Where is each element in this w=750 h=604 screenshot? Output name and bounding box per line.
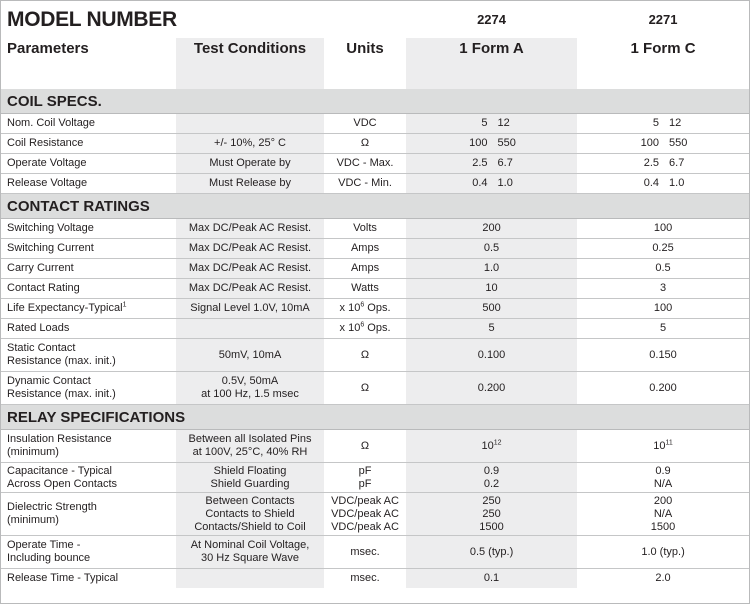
value-a: 100 550 bbox=[406, 134, 577, 154]
value-a: 10 bbox=[406, 279, 577, 299]
unit: Amps bbox=[324, 259, 406, 279]
unit: Amps bbox=[324, 239, 406, 259]
condition: 50mV, 10mA bbox=[176, 339, 324, 372]
value-c: 3 bbox=[577, 279, 749, 299]
condition: Max DC/Peak AC Resist. bbox=[176, 279, 324, 299]
table-row bbox=[1, 279, 749, 299]
param-label: Capacitance - Typical Across Open Contacts bbox=[1, 463, 176, 493]
param-label: Operate Time - Including bounce bbox=[1, 536, 176, 569]
value-c: $10^{11}$ bbox=[577, 430, 749, 463]
value-c: 0.9 N/A bbox=[577, 463, 749, 493]
header-conditions: Test Conditions bbox=[176, 38, 324, 89]
value-c: 5 bbox=[577, 319, 749, 339]
param-label: Nom. Coil Voltage bbox=[1, 114, 176, 134]
section-contact-ratings: CONTACT RATINGS bbox=[1, 194, 749, 219]
table-row bbox=[1, 536, 749, 569]
model-row bbox=[1, 1, 749, 38]
spec-table bbox=[1, 1, 749, 588]
condition: +/- 10%, 25° C bbox=[176, 134, 324, 154]
condition bbox=[176, 319, 324, 339]
table-row bbox=[1, 493, 749, 536]
unit: msec. bbox=[350, 572, 380, 584]
value-a: 0.100 bbox=[406, 339, 577, 372]
condition: Must Release by bbox=[176, 174, 324, 194]
value-c: 0.4 1.0 bbox=[577, 174, 749, 194]
table-row bbox=[1, 430, 749, 463]
table-row bbox=[1, 154, 749, 174]
value-a: 0.5 (typ.) bbox=[406, 536, 577, 569]
value-c: 0.200 bbox=[577, 372, 749, 405]
param-label: Operate Voltage bbox=[1, 154, 176, 174]
unit: Ω bbox=[324, 134, 406, 154]
value-c: 0.5 bbox=[577, 259, 749, 279]
model-a: 2274 bbox=[477, 12, 506, 27]
header-parameters: Parameters bbox=[7, 40, 89, 57]
condition bbox=[176, 114, 324, 134]
unit: Volts bbox=[324, 219, 406, 239]
value-a: 0.5 bbox=[406, 239, 577, 259]
param-label: Switching Current bbox=[1, 239, 176, 259]
condition: Max DC/Peak AC Resist. bbox=[176, 259, 324, 279]
param-label: Carry Current bbox=[1, 259, 176, 279]
param-label: Coil Resistance bbox=[1, 134, 176, 154]
value-c: 2.0 bbox=[655, 572, 671, 584]
condition: At Nominal Coil Voltage, 30 Hz Square Wave bbox=[176, 536, 324, 569]
value-c: 100 550 bbox=[577, 134, 749, 154]
value-a: 0.200 bbox=[406, 372, 577, 405]
param-label: Contact Rating bbox=[1, 279, 176, 299]
unit: Ω bbox=[324, 430, 406, 463]
unit: msec. bbox=[324, 536, 406, 569]
table-row bbox=[1, 319, 749, 339]
value-c: 0.25 bbox=[577, 239, 749, 259]
value-c: 5 12 bbox=[577, 114, 749, 134]
param-label: Release Voltage bbox=[1, 174, 176, 194]
value-a: 2.5 6.7 bbox=[406, 154, 577, 174]
param-label: Insulation Resistance (minimum) bbox=[1, 430, 176, 463]
condition bbox=[176, 569, 324, 589]
value-a: 5 12 bbox=[406, 114, 577, 134]
value-c: 2.5 6.7 bbox=[577, 154, 749, 174]
condition: Max DC/Peak AC Resist. bbox=[176, 219, 324, 239]
unit: Ω bbox=[324, 339, 406, 372]
header-form-c: 1 Form C bbox=[630, 40, 696, 57]
table-row bbox=[1, 372, 749, 405]
param-label: Rated Loads bbox=[1, 319, 176, 339]
value-a: 5 bbox=[406, 319, 577, 339]
unit: pF pF bbox=[324, 463, 406, 493]
table-row bbox=[1, 239, 749, 259]
param-label: Life Expectancy-Typical$^1$ bbox=[1, 299, 176, 319]
table-row bbox=[1, 134, 749, 154]
value-c: 1.0 (typ.) bbox=[577, 536, 749, 569]
table-row bbox=[1, 259, 749, 279]
condition: Shield Floating Shield Guarding bbox=[176, 463, 324, 493]
condition: Signal Level 1.0V, 10mA bbox=[176, 299, 324, 319]
param-label: Switching Voltage bbox=[1, 219, 176, 239]
unit: x $10^6$ Ops. bbox=[324, 299, 406, 319]
value-a: $10^{12}$ bbox=[406, 430, 577, 463]
condition: Must Operate by bbox=[176, 154, 324, 174]
param-label: Dynamic Contact Resistance (max. init.) bbox=[1, 372, 176, 405]
condition: Between Contacts Contacts to Shield Contacts/Shield to Coil bbox=[176, 493, 324, 536]
param-label: Dielectric Strength (minimum) bbox=[1, 493, 176, 536]
param-label: Static Contact Resistance (max. init.) bbox=[1, 339, 176, 372]
header-row bbox=[1, 38, 749, 89]
condition: 0.5V, 50mA at 100 Hz, 1.5 msec bbox=[176, 372, 324, 405]
model-title: MODEL NUMBER bbox=[7, 8, 177, 31]
unit: VDC bbox=[324, 114, 406, 134]
value-a: 0.9 0.2 bbox=[406, 463, 577, 493]
table-row bbox=[1, 219, 749, 239]
param-label: Release Time - Typical bbox=[7, 572, 119, 584]
value-a: 200 bbox=[406, 219, 577, 239]
value-c: 0.150 bbox=[577, 339, 749, 372]
value-a: 0.4 1.0 bbox=[406, 174, 577, 194]
header-units: Units bbox=[346, 40, 384, 57]
condition: Between all Isolated Pins at 100V, 25°C, 40% RH bbox=[176, 430, 324, 463]
table-row bbox=[1, 114, 749, 134]
unit: Ω bbox=[324, 372, 406, 405]
value-c: 100 bbox=[577, 219, 749, 239]
unit: Watts bbox=[324, 279, 406, 299]
value-c: 200 N/A 1500 bbox=[577, 493, 749, 536]
table-row bbox=[1, 299, 749, 319]
table-row bbox=[1, 339, 749, 372]
unit: VDC/peak AC VDC/peak AC VDC/peak AC bbox=[324, 493, 406, 536]
section-relay-specifications: RELAY SPECIFICATIONS bbox=[1, 405, 749, 430]
value-a: 1.0 bbox=[406, 259, 577, 279]
unit: x $10^6$ Ops. bbox=[324, 319, 406, 339]
value-a: 0.1 bbox=[406, 569, 577, 589]
table-row bbox=[1, 174, 749, 194]
value-c: 100 bbox=[577, 299, 749, 319]
value-a: 250 250 1500 bbox=[406, 493, 577, 536]
section-coil-specs: COIL SPECS. bbox=[1, 89, 749, 114]
condition: Max DC/Peak AC Resist. bbox=[176, 239, 324, 259]
unit: VDC - Max. bbox=[324, 154, 406, 174]
header-form-a: 1 Form A bbox=[406, 38, 577, 89]
unit: VDC - Min. bbox=[324, 174, 406, 194]
table-row bbox=[1, 569, 749, 589]
table-row bbox=[1, 463, 749, 493]
value-a: 500 bbox=[406, 299, 577, 319]
model-c: 2271 bbox=[648, 12, 678, 27]
